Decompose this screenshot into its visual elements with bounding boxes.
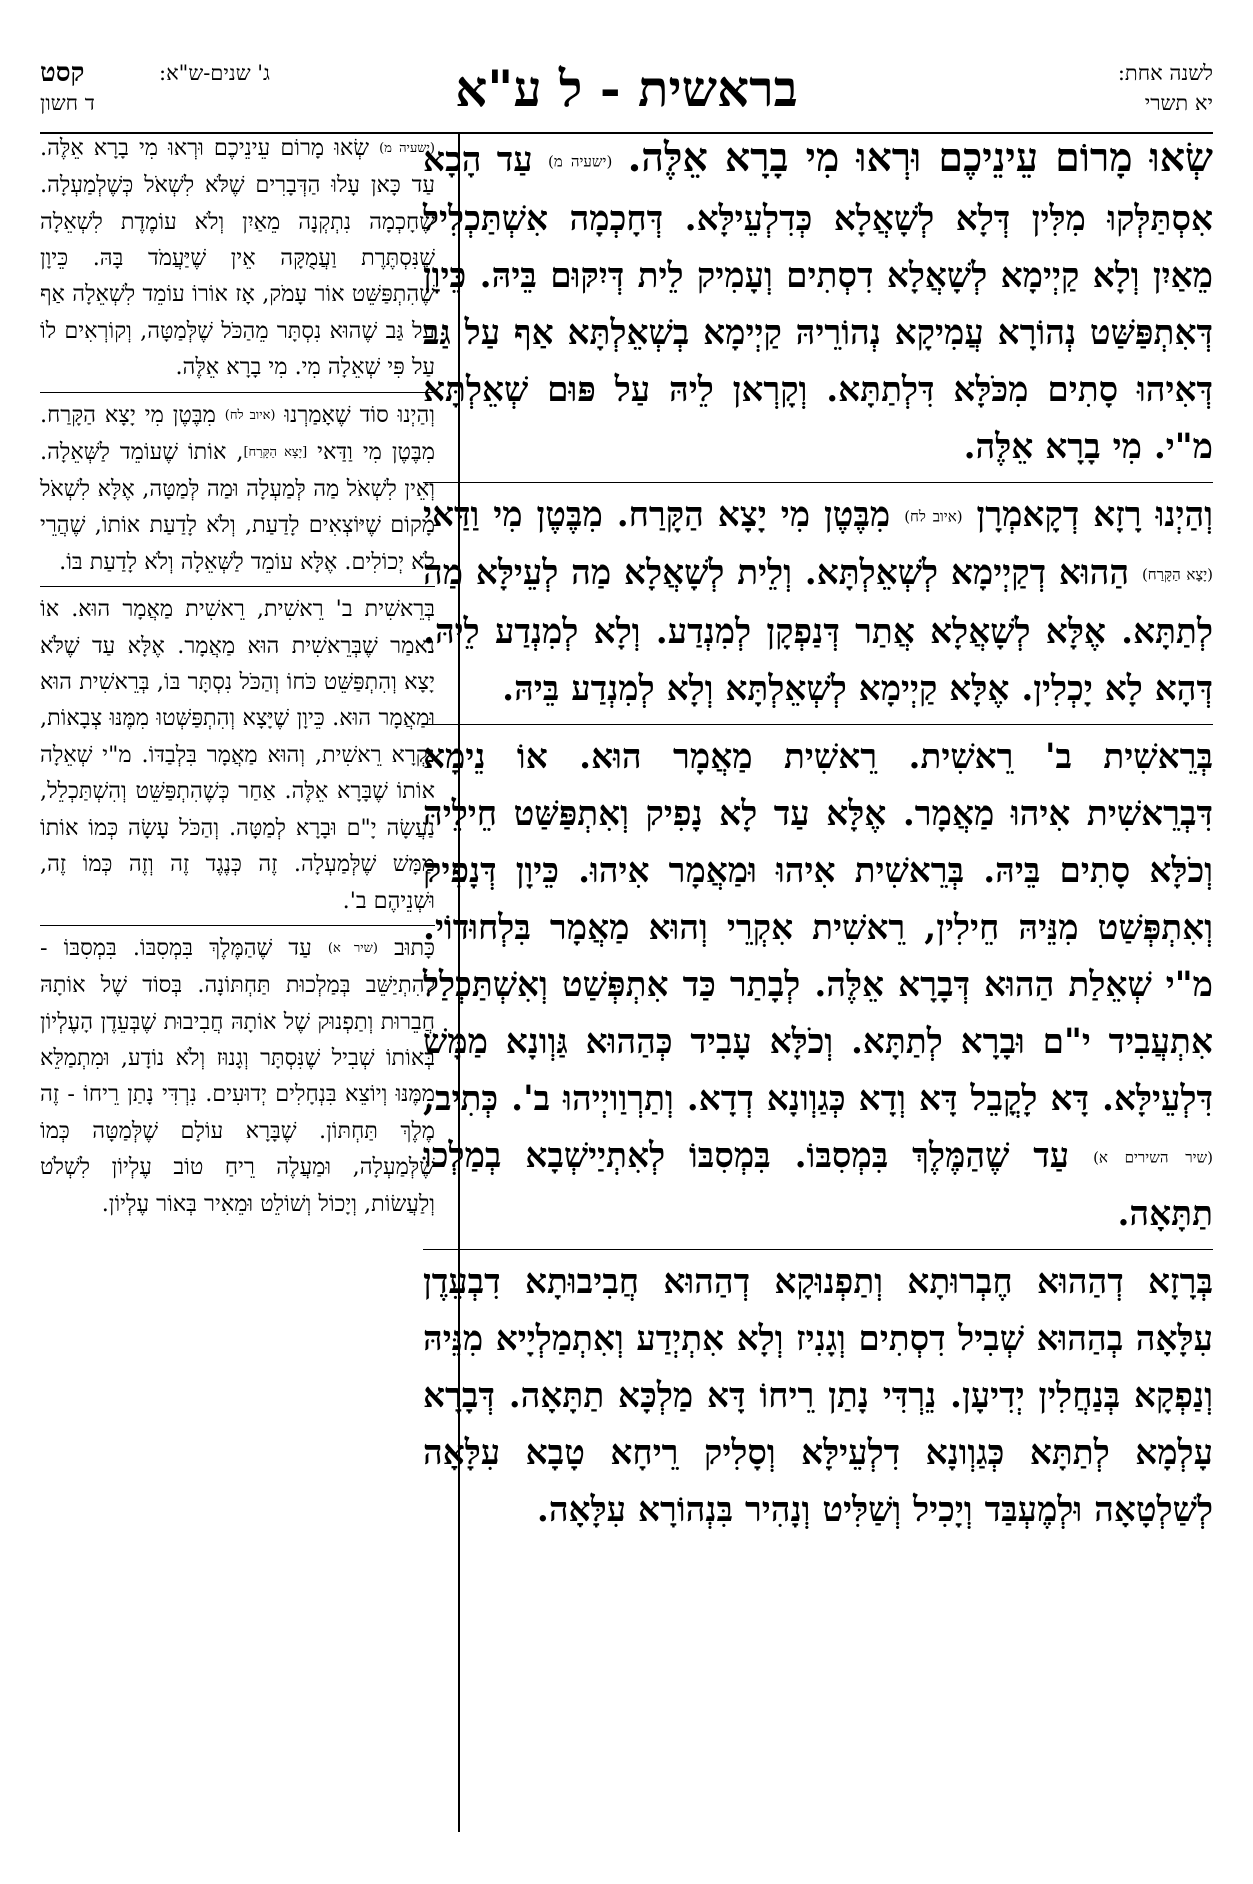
side-paragraph-3: בְּרֵאשִׁית ב' רֵאשִׁית, רֵאשִׁית מַאֲמָר הוּא. אוֹ נֹאמַר שֶׁבְּרֵאשִׁית הוּא מַאֲמָר. אֶלָּא עַד שֶׁלֹּא יָצָא וְהִתְפַּשֵּׁט כֹּחוֹ וְהַכֹּל נִסְתָּר בּוֹ, בְּרֵאשִׁית הוּא וּמַאֲמָר הוּא. כֵּיוָן שֶׁיָּצָא וְהִתְפַּשְּׁטוּ מִמֶּנּוּ צְבָאוֹת, נִקְרָא רֵאשִׁית, וְהוּא מַאֲמָר בִּלְבַדּוֹ. מ"י שְׁאֵלָה אוֹתוֹ שֶׁבָּרָא אֵלֶּה. אַחַר כְּשֶׁהִתְפַּשֵּׁט וְהִשְׁתַּכְלֵל, נַעֲשָׂה יָ"ם וּבָרָא לְמַטָּה. וְהַכֹּל עָשָׂה כְּמוֹ אוֹתוֹ מַמָּשׁ שֶׁלְּמַעְלָה. זֶה כְּנֶגֶד זֶה וְזֶה כְּמוֹ זֶה, וּשְׁנֵיהֶם ב'. — [40, 591, 435, 926]
source-ref: (שיר השירים א) — [1093, 1148, 1213, 1166]
main-paragraph-1: שְׂאוּ מָרוֹם עֵינֵיכֶם וּרְאוּ מִי בָרָא אֵלֶּה. (ישעיה מ) עַד הָכָא אִסְתַּלְּקוּ מִלִּין דְּלָא לְשָׁאֲלָא כְּדִלְעֵילָּא. דְּחָכְמָה אִשְׁתַּכְלִיל מֵאַיִן וְלָא קַיְימָא לְשָׁאֲלָא דִסְתִים וְעָמִיק לֵית דְּיִקּוּם בֵּיהּ. כֵּיוָן דְּאִתְפַּשַּׁט נְהוֹרָא עֲמִיקָא נְהוֹרֵיהּ קַיְימָא בְשְׁאֵלְתָּא אַף עַל גַּב דְּאִיהוּ סָתִים מִכֹּלָּא דִּלְתַתָּא. וְקָרְאן לֵיהּ עַל פּוּם שְׁאֵלְתָּא מ"י. מִי בָרָא אֵלֶּה. — [423, 130, 1213, 483]
source-ref: (שיר א) — [327, 940, 378, 956]
page-number: קסט — [40, 58, 85, 88]
source-ref: (איוב לח) — [904, 507, 963, 525]
source-ref: (איוב לח) — [224, 407, 276, 423]
main-column-aramaic — [423, 130, 1213, 1549]
header-one-year-date: יא תשרי — [1144, 91, 1213, 115]
column-divider — [458, 132, 460, 1832]
main-paragraph-3: בְּרֵאשִׁית ב' רֵאשִׁית. רֵאשִׁית מַאֲמָר הוּא. אוֹ נֵימָא דִּבְרֵאשִׁית אִיהוּ מַאֲמָר. אֶלָּא עַד לָא נָפִיק וְאִתְפַּשַּׁט חֵילֵיהּ וְכֹלָּא סָתִים בֵּיהּ. בְּרֵאשִׁית אִיהוּ וּמַאֲמָר אִיהוּ. כֵּיוָן דְּנָפִיק וְאִתְפְּשַׁט מִנֵּיהּ חֵילִין, רֵאשִׁית אִקְרֵי וְהוּא מַאֲמָר בִּלְחוּדוֹי. מ"י שְׁאֵלַת הַהוּא דְּבָרָא אֵלֶּה. לְבָתַר כַּד אִתְפְּשַׁט וְאִשְׁתַּכְלַל אִתְעֲבִיד י"ם וּבָרָא לְתַתָּא. וְכֹלָּא עָבִיד כְּהַהוּא גַּוְונָא מַמָּשׁ דִּלְעֵילָּא. דָּא לָקֳבֵל דָּא וְדָא כְּגַוְונָא דְדָא. וְתַרְוַויְיהוּ ב'. כְּתִיב, (שיר השירים א) עַד שֶׁהַמֶּלֶךְ בִּמְסִבּוֹ. בִּמְסִבּוֹ לְאִתְיַישְׁבָא בְמַלְכוּ תַתָּאָה. — [423, 729, 1213, 1251]
side-paragraph-4: כָּתוּב (שיר א) עַד שֶׁהַמֶּלֶךְ בִּמְסִבּוֹ. בִּמְסִבּוֹ - לְהִתְיַשֵּׁב בְּמַלְכוּת תַּחְתּוֹנָה. בְּסוֹד שֶׁל אוֹתָהּ חֲבֵרוּת וְתַפְנוּק שֶׁל אוֹתָהּ חֲבִיבוּת שֶׁבְּעֵדֶן הָעֶלְיוֹן בְּאוֹתוֹ שְׁבִיל שֶׁנִּסְתָּר וְגָנוּז וְלֹא נוֹדָע, וּמִתְמַלֵּא מִמֶּנּוּ וְיוֹצֵא בִּנְחָלִים יְדוּעִים. נִרְדִּי נָתַן רֵיחוֹ - זֶה מֶלֶךְ תַּחְתּוֹן. שֶׁבָּרָא עוֹלָם שֶׁלְּמַטָּה כְּמוֹ שֶׁלְּמַעְלָה, וּמַעֲלֶה רֵיחַ טוֹב עֶלְיוֹן לִשְׁלֹט וְלַעֲשׂוֹת, וְיָכוֹל וְשׁוֹלֵט וּמֵאִיר בְּאוֹר עֶלְיוֹן. — [40, 934, 436, 1217]
header-three-years-date: ד חשון — [40, 91, 95, 115]
source-ref: (ישעיה מ) — [547, 152, 613, 171]
header-three-years-label: ג' שנים-ש"א: — [159, 61, 270, 85]
source-ref: (יָצָא הַקָּרַח) — [1141, 565, 1213, 584]
page-header — [40, 52, 1213, 132]
side-paragraph-1: (ישעיה מ) שְׂאוּ מָרוֹם עֵינֵיכֶם וּרְאוּ מִי בָרָא אֵלֶּה. עַד כָּאן עָלוּ הַדְּבָרִים שֶׁלֹּא לִשְׁאֹל כְּשֶׁלְמַעְלָה. שֶׁחָכְמָה נִתְקְנָה מֵאַיִן וְלֹא עוֹמֶדֶת לִשְׁאֵלָה שֶׁנִּסְתֶּרֶת וַעֲמֻקָּה אֵין שֶׁיַּעֲמֹד בָּהּ. כֵּיוָן שֶׁהִתְפַּשֵּׁט אוֹר עָמֹק, אָז אוֹרוֹ עוֹמֵד לִשְׁאֵלָה אַף עַל גַּב שֶׁהוּא נִסְתָּר מֵהַכֹּל שֶׁלְּמַטָּה, וְקוֹרְאִים לוֹ עַל פִּי שְׁאֵלָה מִי. מִי בָרָא אֵלֶּה. — [40, 130, 435, 393]
main-paragraph-2: וְהַיְנוּ רָזָא דְקָאמְרָן (איוב לח) מִבֶּטֶן מִי יָצָא הַקָּרַח. מִבֶּטֶן מִי וַדַּאי (יָצָא הַקָּרַח) הַהוּא דְקַיְימָא לְשְׁאֵלְתָּא. וְלֵית לְשָׁאֲלָא מַה לְעֵילָּא מַה לְתַתָּא. אֶלָּא לְשָׁאֲלָא אֲתַר דְּנַפְקָן לְמִנְדַע. וְלָא לְמִנְדַע לֵיהּ. דְּהָא לָא יָכְלִין. אֶלָּא קַיְימָא לְשְׁאֵלְתָּא וְלָא לְמִנְדַע בֵּיהּ. — [423, 487, 1213, 725]
side-column-translation — [40, 130, 435, 1232]
main-paragraph-4: בְּרָזָא דְהַהוּא חֶבְרוּתָא וְתַפְנוּקָא דְהַהוּא חֲבִיבוּתָא דִבְעֵדֶן עִלָּאָה בְהַהוּא שְׁבִיל דִסְתִים וְגָנִיז וְלָא אִתְיְדַע וְאִתְמַלְיָיא מִנֵּיהּ וְנַפְקָא בְּנַחֲלִין יְדִיעָן. נֵרְדִּי נָתַן רֵיחוֹ דָּא מַלְכָּא תַתָּאָה. דְּבָרָא עָלְמָא לְתַתָּא כְּגַוְונָא דִלְעֵילָּא וְסָלִיק רֵיחָא טָבָא עִלָּאָה לְשַׁלְטָאָה וּלְמֶעְבַּד וְיָכִיל וְשַׁלִּיט וְנָהִיר בִּנְהוֹרָא עִלָּאָה. — [423, 1262, 1213, 1530]
side-paragraph-2: וְהַיְנוּ סוֹד שֶׁאָמַרְנוּ (איוב לח) מִבֶּטֶן מִי יָצָא הַקָּרַח. מִבֶּטֶן מִי וַדַּאי [יָצָא הַקָּרַח], אוֹתוֹ שֶׁעוֹמֵד לַשְּׁאֵלָה. וְאֵין לִשְׁאֹל מַה לְּמַעְלָה וּמַה לְּמַטָּה, אֶלָּא לִשְׁאֹל מָקוֹם שֶׁיּוֹצְאִים לָדַעַת, וְלֹא לָדַעַת אוֹתוֹ, שֶׁהֲרֵי לֹא יְכוֹלִים. אֶלָּא עוֹמֵד לַשְּׁאֵלָה וְלֹא לָדַעַת בּוֹ. — [40, 397, 435, 588]
page-title: בראשית - ל ע"א — [455, 59, 798, 118]
source-ref: [יָצָא הַקָּרַח] — [243, 444, 308, 460]
source-ref: (ישעיה מ) — [379, 140, 435, 156]
header-left-info — [40, 58, 270, 118]
header-one-year-label: לשנה אחת: — [1117, 61, 1213, 85]
